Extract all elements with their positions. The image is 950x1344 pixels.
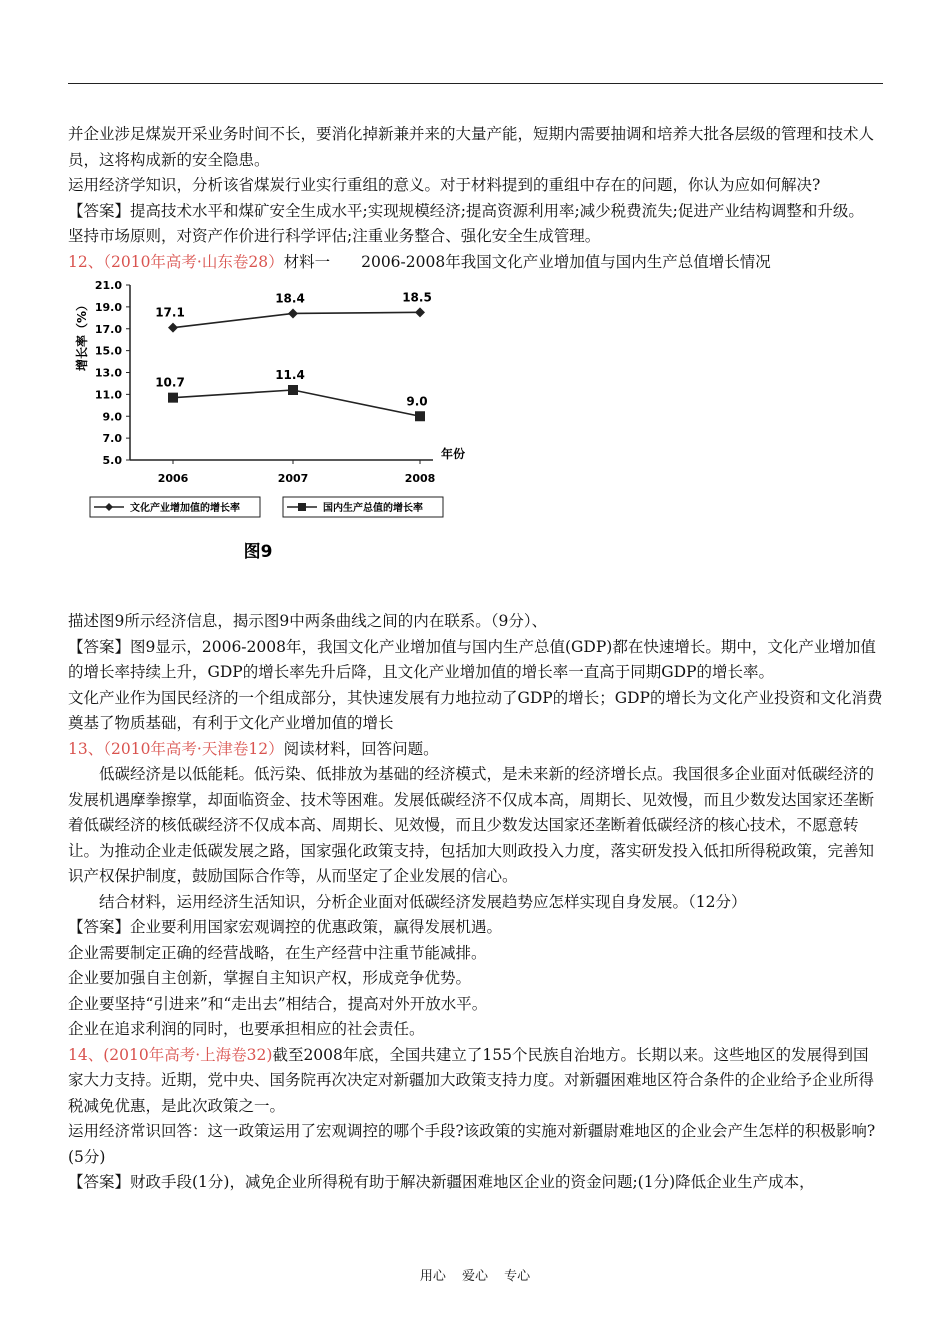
question-number: 13、 [68,739,104,758]
legend-marker-diamond [105,503,113,511]
y-tick-label: 21.0 [94,279,122,292]
y-tick-label: 7.0 [102,432,122,446]
question-text: 截至2008年底，全国共建立了155个民族自治地方。长期以来。这些地区的发展得到国家大力支持。近期，党中央、国务院再次决定对新疆加大政策支持力度。对新疆困难地区符合条件的企业给予企业所得税减免优惠，是此次政策之一。 [68,1045,875,1115]
data-point-square [288,385,298,395]
data-point-diamond [288,308,298,318]
material-paragraph: 低碳经济是以低能耗。低污染、低排放为基础的经济模式，是未来新的经济增长点。我国很多企业面对低碳经济的发展机遇摩拳擦掌，却面临资金、技术等困难。发展低碳经济不仅成本高，周期长、见效慢，而且少数发达国家还垄断着低碳经济的核低碳经济不仅成本高、周期长、见效慢，而且少数发达国家还垄断着低碳经济的核心技术，不愿意转让。为推动企业走低碳发展之路，国家强化政策支持，包括加大则政投入力度，落实研发投入低扣所得税政策，完善知识产权保护制度，鼓励国际合作等，从而坚定了企业发展的信心。 [68,765,875,885]
chart-svg [68,275,488,595]
data-label: 18.5 [402,290,432,305]
x-tick-label: 2007 [277,472,309,485]
x-axis-label: 年份 [440,447,466,461]
legend-marker-square [298,503,306,511]
data-label: 18.4 [275,291,305,306]
data-label: 10.7 [155,375,185,390]
question-source: （2010年高考·山东卷28） [103,252,284,271]
paragraph: 坚持市场原则，对资产作价进行科学评估;注重业务整合、强化安全生成管理。 [68,227,601,245]
y-tick-label: 5.0 [102,454,122,467]
question-number: 12、 [68,252,104,271]
legend-label: 国内生产总值的增长率 [323,503,423,514]
y-tick-label: 13.0 [94,366,122,380]
page-footer: 用心 爱心 专心 [419,1269,531,1284]
paragraph: 并企业涉足煤炭开采业务时间不长，要消化掉新兼并来的大量产能，短期内需要抽调和培养大批各层级的管理和技术人员，这将构成新的安全隐患。 [68,125,875,169]
data-point-square [168,393,178,403]
question-prompt: 结合材料，运用经济生活知识，分析企业面对低碳经济发展趋势应怎样实现自身发展。（12分） [99,892,747,911]
paragraph: 文化产业作为国民经济的一个组成部分，其快速发展有力地拉动了GDP的增长；GDP的增长为文化产业投资和文化消费奠基了物质基础，有利于文化产业增加值的增长 [68,688,883,732]
answer-paragraph: 【答案】提高技术水平和煤矿安全生成水平;实现规模经济;提高资源利用率;减少税费流失;促进产业结构调整和升级。 [68,201,864,220]
question-13-heading [68,737,883,763]
x-tick-label: 2006 [157,472,189,485]
y-tick-label: 19.0 [94,300,122,314]
data-point-diamond [415,307,425,317]
data-label: 17.1 [155,305,185,320]
answer-paragraph: 企业要加强自主创新，掌握自主知识产权，形成竞争优势。 [68,969,472,987]
answer-paragraph: 企业在追求利润的同时，也要承担相应的社会责任。 [68,1020,425,1038]
question-source: （2010年高考·天津卷12） [103,739,284,758]
paragraph: 描述图9所示经济信息，揭示图9中两条曲线之间的内在联系。（9分）、 [68,612,548,630]
question-source: (2010年高考·上海卷32) [103,1045,273,1064]
question-14-heading [68,1043,883,1120]
answer-paragraph: 【答案】图9显示，2006-2008年，我国文化产业增加值与国内生产总值(GDP)都在快速增长。期中，文化产业增加值的增长率持续上升，GDP的增长率先升后降，且文化产业增加值的增长率一直高于同期GDP的增长率。 [68,637,876,681]
question-text: 阅读材料，回答问题。 [283,739,439,758]
y-tick-label: 11.0 [94,388,122,402]
question-number: 14、 [68,1045,104,1064]
question-prompt: 运用经济常识回答：这一政策运用了宏观调控的哪个手段?该政策的实施对新疆尉难地区的企业会产生怎样的积极影响?(5分) [68,1122,876,1166]
figure-9-line-chart [68,275,488,595]
question-12-heading [68,250,883,276]
data-point-diamond [168,323,178,333]
legend-label: 文化产业增加值的增长率 [130,503,240,514]
y-axis-label: 增长率（%） [75,298,89,372]
answer-paragraph: 企业需要制定正确的经营战略，在生产经营中注重节能减排。 [68,943,487,962]
document-body [68,122,883,1196]
data-point-square [415,411,425,421]
header-rule [68,83,883,84]
paragraph: 运用经济学知识，分析该省煤炭行业实行重组的意义。对于材料提到的重组中存在的问题，你认为应如何解决? [68,176,821,194]
x-tick-label: 2008 [404,472,436,485]
answer-paragraph: 【答案】企业要利用国家宏观调控的优惠政策，赢得发展机遇。 [68,918,503,936]
y-tick-label: 15.0 [94,344,122,358]
data-label: 9.0 [406,394,428,409]
question-text: 材料一 2006-2008年我国文化产业增加值与国内生产总值增长情况 [283,252,771,271]
figure-caption: 图9 [243,542,273,562]
answer-paragraph: 企业要坚持“引进来”和“走出去”相结合，提高对外开放水平。 [68,994,488,1013]
y-tick-label: 17.0 [94,322,122,336]
answer-paragraph: 【答案】财政手段(1分)，减免企业所得税有助于解决新疆困难地区企业的资金问题;(1分)降低企业生产成本， [68,1173,815,1191]
data-label: 11.4 [275,368,305,382]
y-tick-label: 9.0 [102,410,122,424]
